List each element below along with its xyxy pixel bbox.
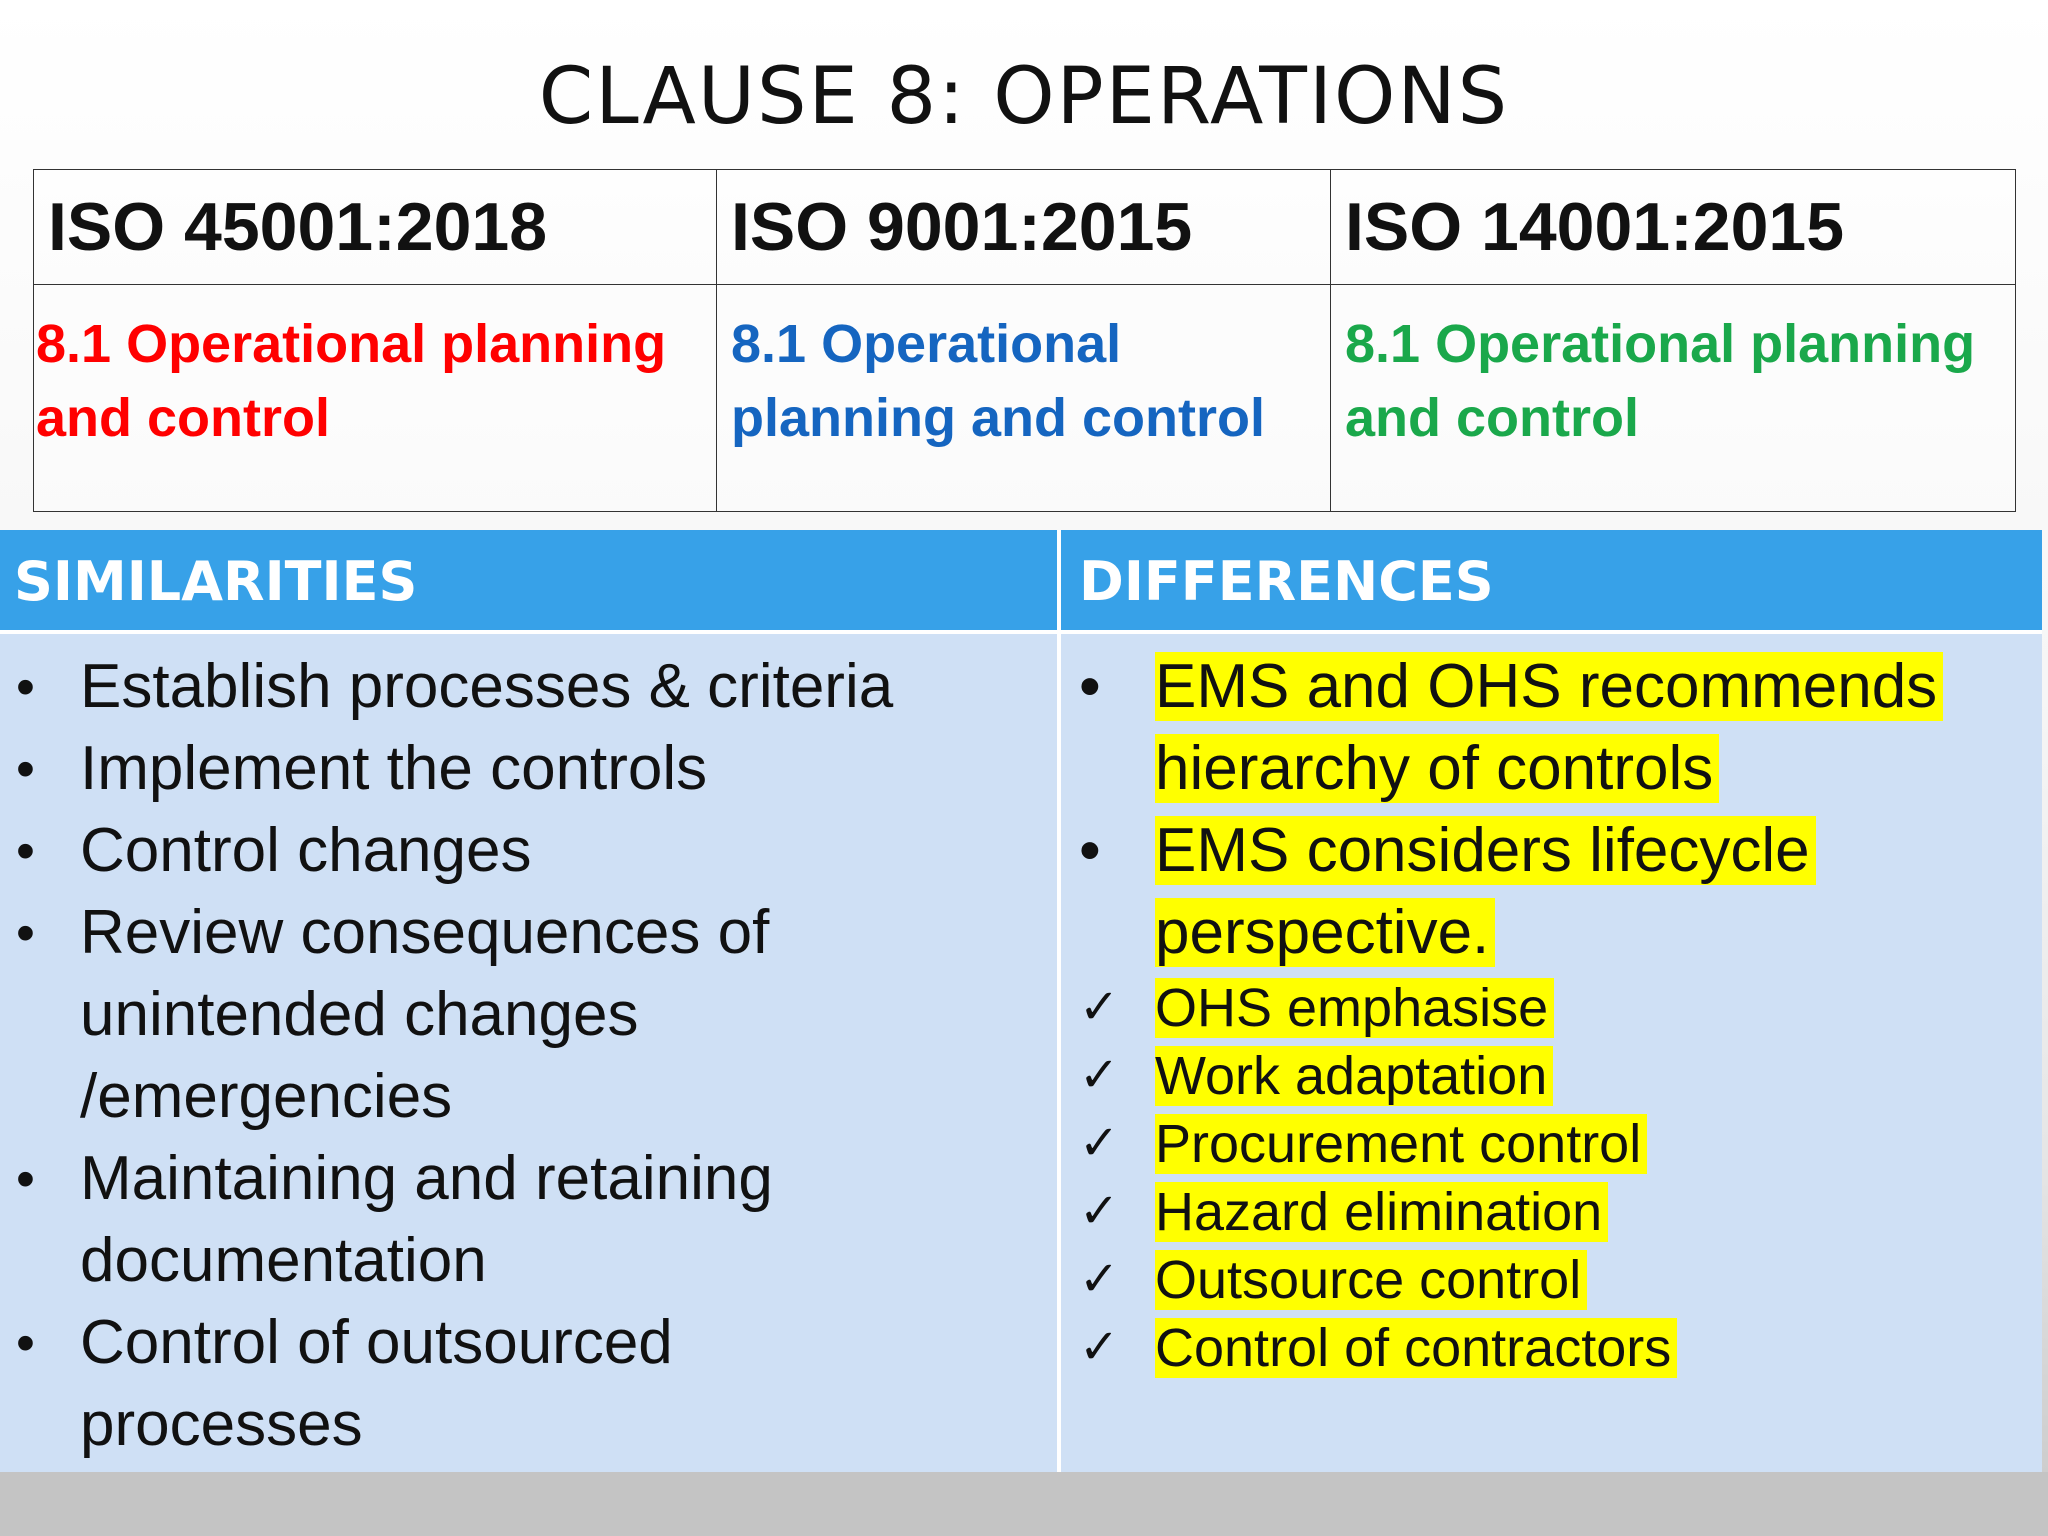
iso-45001-clause: 8.1 Operational planning and control xyxy=(36,314,667,448)
check-icon: ✓ xyxy=(1079,1321,1120,1374)
table-header-row xyxy=(34,170,2016,285)
iso-14001-clause: 8.1 Operational planning and control xyxy=(1345,314,1976,448)
iso-14001-clause-cell xyxy=(1331,285,2016,512)
list-item xyxy=(0,728,1050,810)
emphasis-text: Hazard elimination xyxy=(1155,1182,1608,1242)
iso-14001-header-cell xyxy=(1331,170,2016,285)
column-divider xyxy=(1057,530,1061,1472)
bullet-icon: • xyxy=(16,739,35,799)
bullet-icon: • xyxy=(1079,816,1101,885)
similarities-header: SIMILARITIES xyxy=(0,530,1057,630)
iso-9001-clause-cell xyxy=(717,285,1331,512)
bullet-icon: • xyxy=(16,1149,35,1209)
iso-9001-label: ISO 9001:2015 xyxy=(731,189,1193,265)
header-divider xyxy=(0,630,2042,634)
list-item xyxy=(0,1302,1050,1466)
bullet-icon: • xyxy=(16,1313,35,1373)
iso-9001-clause: 8.1 Operational planning and control xyxy=(731,314,1265,448)
list-item xyxy=(1075,1110,2035,1178)
similarity-text: Control of outsourced processes xyxy=(80,1308,673,1459)
iso-45001-header-cell xyxy=(34,170,717,285)
bullet-icon: • xyxy=(16,657,35,717)
iso-comparison-table xyxy=(33,169,2016,512)
bullet-icon: • xyxy=(16,821,35,881)
emphasis-text: Outsource control xyxy=(1155,1250,1587,1310)
similarity-text: Maintaining and retaining documentation xyxy=(80,1144,773,1295)
bullet-icon: • xyxy=(1079,652,1101,721)
slide-title: CLAUSE 8: OPERATIONS xyxy=(538,52,1510,142)
iso-14001-label: ISO 14001:2015 xyxy=(1345,189,1845,265)
bottom-bar xyxy=(0,1472,2048,1536)
comparison-panel xyxy=(0,530,2042,1472)
differences-header: DIFFERENCES xyxy=(1061,530,2042,630)
list-item xyxy=(1075,1178,2035,1246)
similarities-list xyxy=(0,646,1050,1466)
list-item xyxy=(0,1138,1050,1302)
emphasis-text: Control of contractors xyxy=(1155,1318,1677,1378)
list-item xyxy=(1075,646,2035,810)
list-item xyxy=(1075,1042,2035,1110)
iso-9001-header-cell xyxy=(717,170,1331,285)
list-item xyxy=(1075,974,2035,1042)
list-item xyxy=(1075,810,2035,974)
iso-45001-clause-cell xyxy=(34,285,717,512)
list-item xyxy=(0,892,1050,1138)
check-icon: ✓ xyxy=(1079,1185,1120,1238)
emphasis-text: Procurement control xyxy=(1155,1114,1647,1174)
check-icon: ✓ xyxy=(1079,1253,1120,1306)
table-clause-row xyxy=(34,285,2016,512)
check-icon: ✓ xyxy=(1079,981,1120,1034)
difference-text: EMS and OHS recommends hierarchy of controls xyxy=(1155,652,1943,803)
similarity-text: Control changes xyxy=(80,816,532,885)
emphasis-text: Work adaptation xyxy=(1155,1046,1553,1106)
list-item xyxy=(0,810,1050,892)
similarity-text: Establish processes & criteria xyxy=(80,652,894,721)
differences-list xyxy=(1075,646,2035,1382)
list-item xyxy=(0,646,1050,728)
check-icon: ✓ xyxy=(1079,1117,1120,1170)
difference-text: EMS considers lifecycle perspective. xyxy=(1155,816,1816,967)
emphasis-text: OHS emphasise xyxy=(1155,978,1554,1038)
iso-45001-label: ISO 45001:2018 xyxy=(48,189,548,265)
bullet-icon: • xyxy=(16,903,35,963)
similarity-text: Implement the controls xyxy=(80,734,708,803)
similarity-text: Review consequences of unintended changes /emergencies xyxy=(80,898,770,1131)
list-item xyxy=(1075,1314,2035,1382)
check-icon: ✓ xyxy=(1079,1049,1120,1102)
list-item xyxy=(1075,1246,2035,1314)
